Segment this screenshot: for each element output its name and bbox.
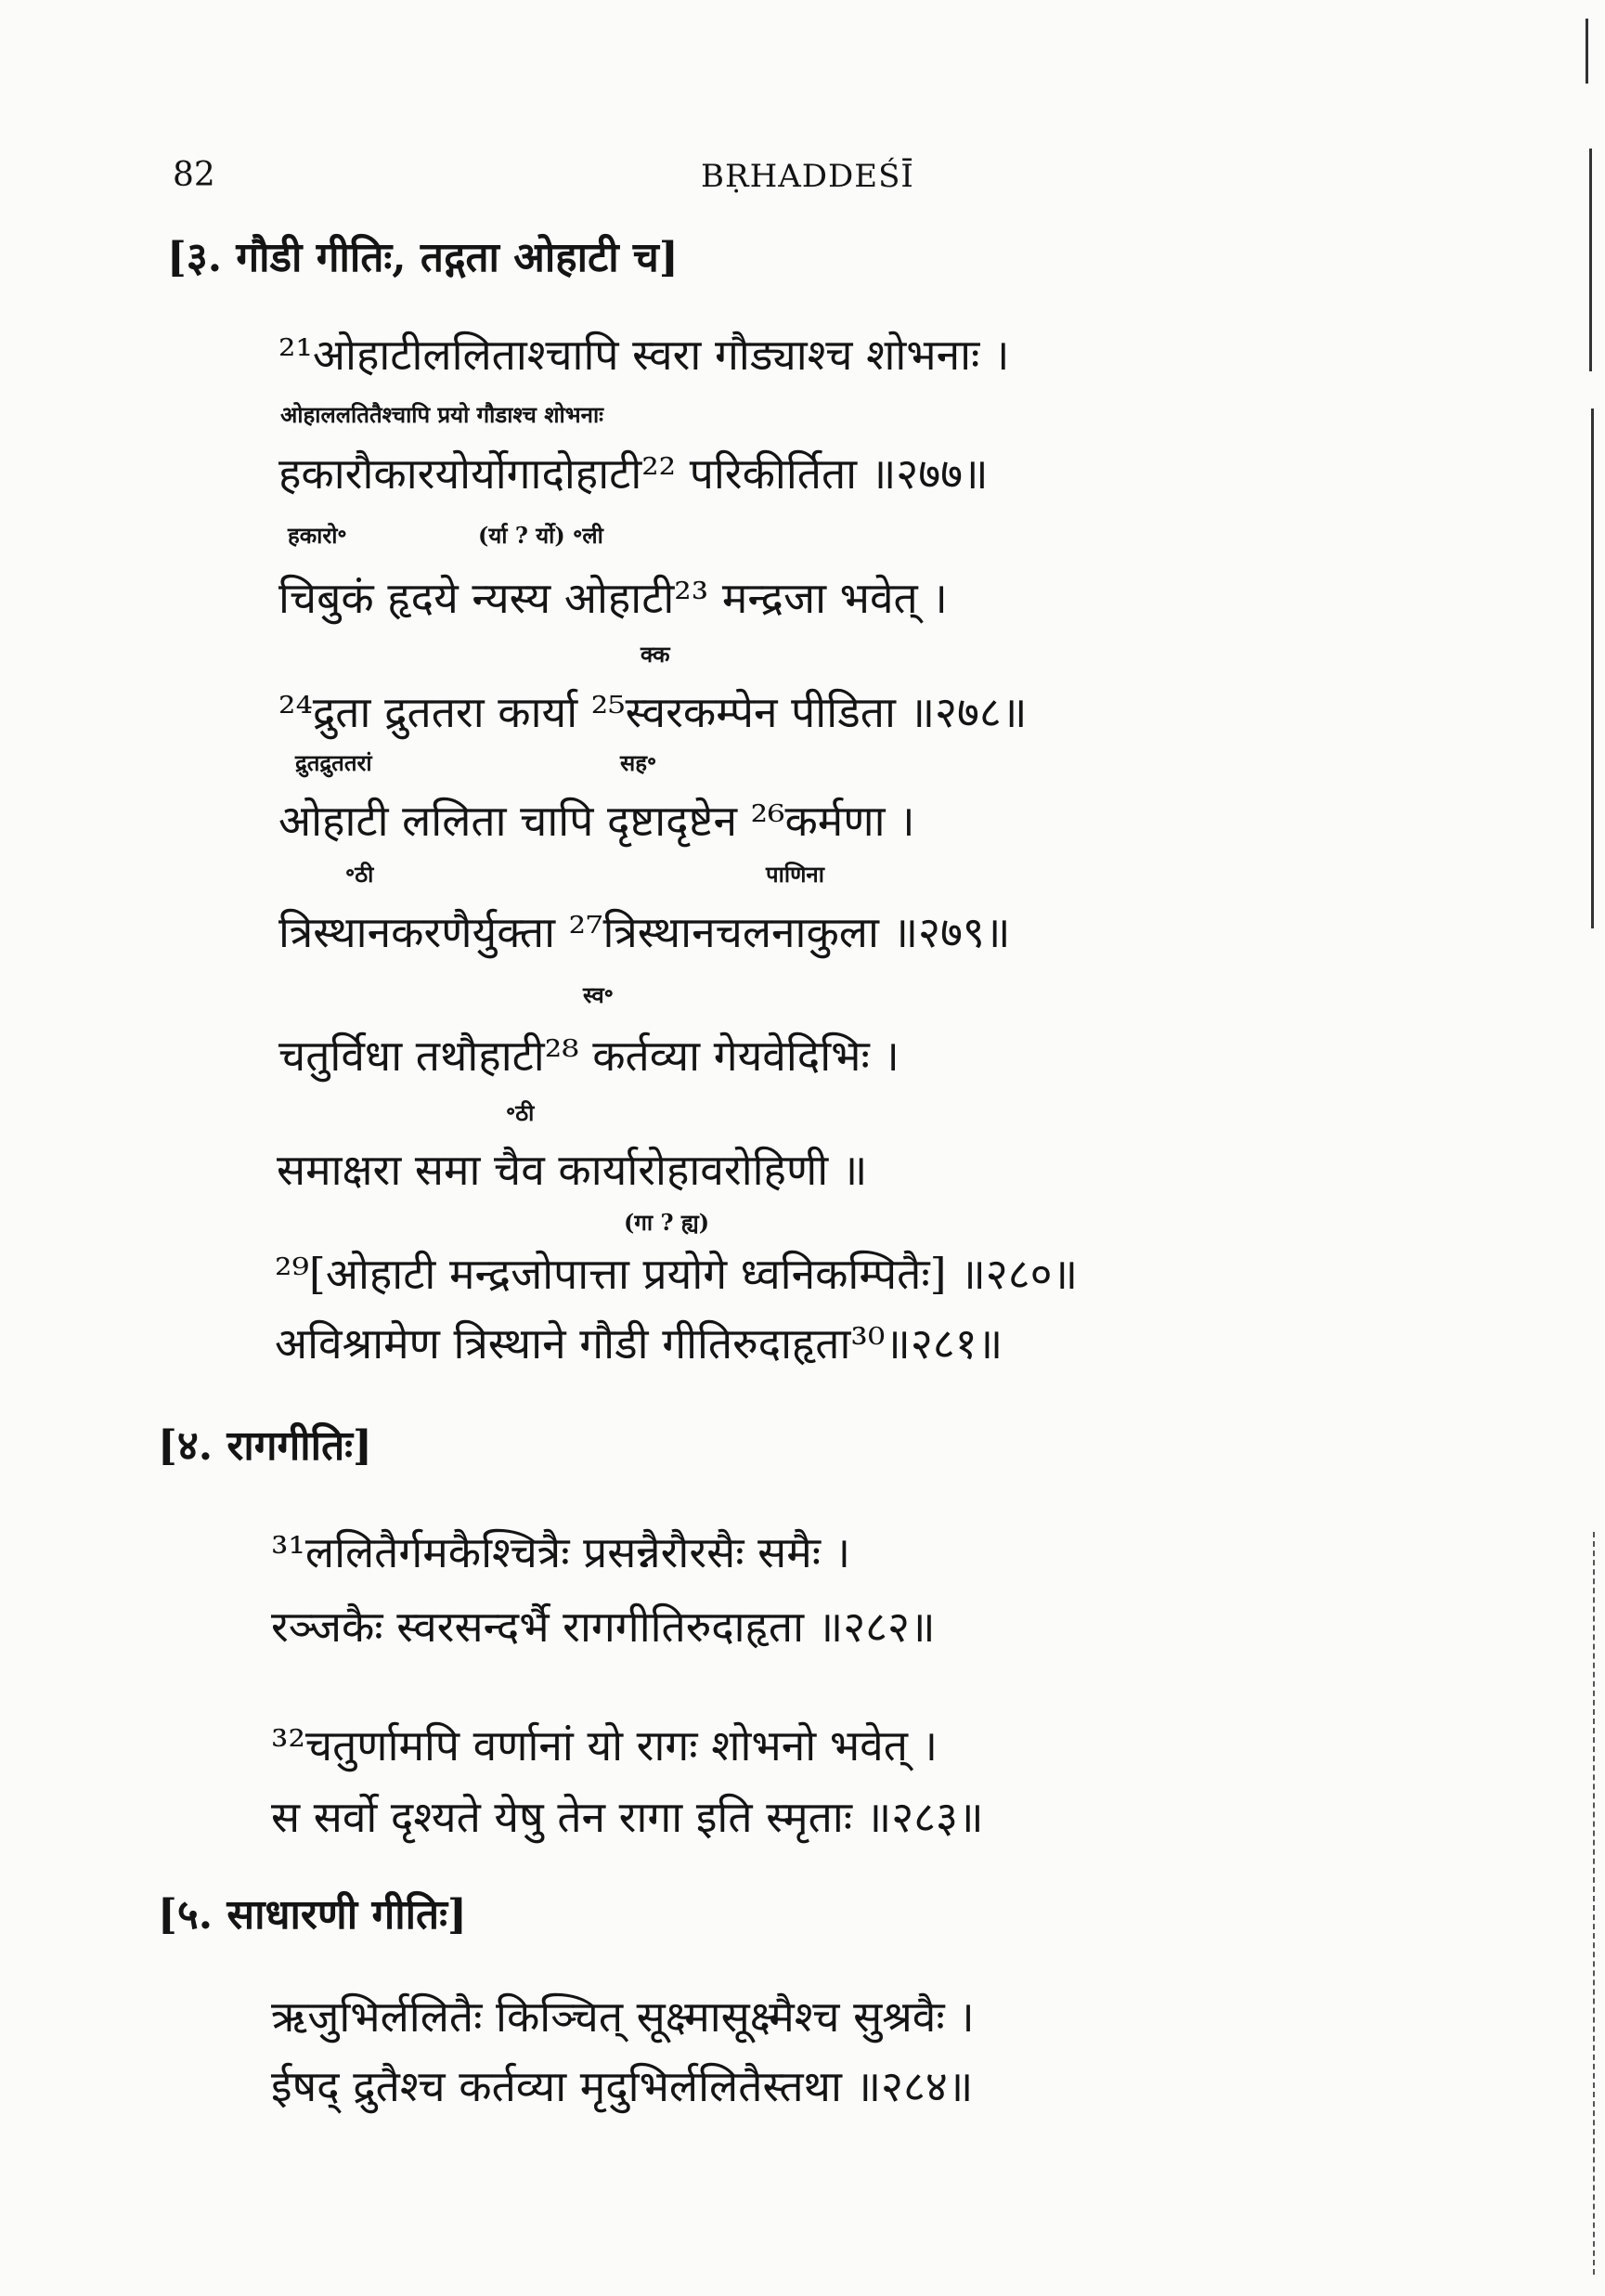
section-heading-raga: [४. रागगीतिः] xyxy=(158,1422,372,1470)
variant-reading: ॰ठी xyxy=(345,861,374,888)
verse-line: ³¹ललितैर्गमकैश्चित्रैः प्रसन्नैरौरसैः समैः । xyxy=(271,1527,851,1577)
verse-line: रञ्जकैः स्वरसन्दर्भै रागगीतिरुदाहृता ॥२८२॥ xyxy=(271,1602,936,1652)
variant-reading: (र्या ? र्यो) ॰ली xyxy=(478,522,603,549)
variant-reading: सह॰ xyxy=(620,749,657,776)
variant-reading: (गा ? ह्य) xyxy=(624,1209,710,1236)
variant-reading: क्क xyxy=(641,641,670,668)
scan-edge-line xyxy=(1591,409,1594,928)
verse-line: ²⁴द्रुता द्रुततरा कार्या ²⁵स्वरकम्पेन पीडिता ॥२७८॥ xyxy=(278,687,1028,737)
verse-line: ओहाटी ललिता चापि दृष्टादृष्टेन ²⁶कर्मणा । xyxy=(278,796,915,846)
scan-edge-line xyxy=(1589,149,1592,371)
running-title: BṚHADDEŚĪ xyxy=(701,158,914,195)
page-number: 82 xyxy=(173,156,215,194)
verse-line: त्रिस्थानकरणैर्युक्ता ²⁷त्रिस्थानचलनाकुला ॥२७९॥ xyxy=(278,907,1011,957)
section-heading-sadharani: [५. साधारणी गीतिः] xyxy=(158,1891,467,1939)
variant-reading: स्व॰ xyxy=(583,981,614,1008)
verse-line: ³²चतुर्णामपि वर्णानां यो रागः शोभनो भवेत् । xyxy=(271,1720,938,1771)
variant-reading: हकारो॰ xyxy=(288,522,347,549)
verse-line: ऋजुभिर्ललितैः किञ्चित् सूक्ष्मासूक्ष्मैश्च सुश्रवैः । xyxy=(271,1991,975,2042)
verse-line: चिबुकं हृदये न्यस्य ओहाटी²³ मन्द्रजा भवेत् । xyxy=(278,573,948,623)
variant-reading: पाणिना xyxy=(766,861,824,888)
verse-line: समाक्षरा समा चैव कार्यारोहावरोहिणी ॥ xyxy=(277,1145,868,1195)
verse-line: चतुर्विधा तथौहाटी²⁸ कर्तव्या गेयवेदिभिः । xyxy=(278,1031,900,1081)
verse-line: हकारौकारयोर्योगादोहाटी²² परिकीर्तिता ॥२७७॥ xyxy=(278,448,989,499)
variant-reading: ओहाललतितैश्चापि प्रयो गौडाश्च शोभनाः xyxy=(280,401,604,428)
section-heading-gaudi: [३. गौडी गीतिः, तद्गता ओहाटी च] xyxy=(167,234,679,281)
variant-reading: ॰ठी xyxy=(506,1099,535,1126)
verse-line: अविश्रामेण त्रिस्थाने गौडी गीतिरुदाहृता³⁰॥२८१॥ xyxy=(275,1318,1003,1369)
variant-reading: द्रुतद्रुततरां xyxy=(295,749,372,776)
scan-edge-dash xyxy=(1593,1532,1595,2275)
verse-line: स सर्वो दृश्यते येषु तेन रागा इति स्मृताः ॥२८३॥ xyxy=(271,1792,984,1842)
verse-line: ईषद् द्रुतैश्च कर्तव्या मृदुभिर्ललितैस्तथा ॥२८४॥ xyxy=(271,2061,974,2111)
verse-line: ²⁹[ओहाटी मन्द्रजोपात्ता प्रयोगे ध्वनिकम्पितैः] ॥२८०॥ xyxy=(275,1249,1079,1299)
verse-line: ²¹ओहाटीललिताश्चापि स्वरा गौड्याश्च शोभनाः । xyxy=(278,330,1010,380)
scan-edge-line xyxy=(1586,19,1588,84)
